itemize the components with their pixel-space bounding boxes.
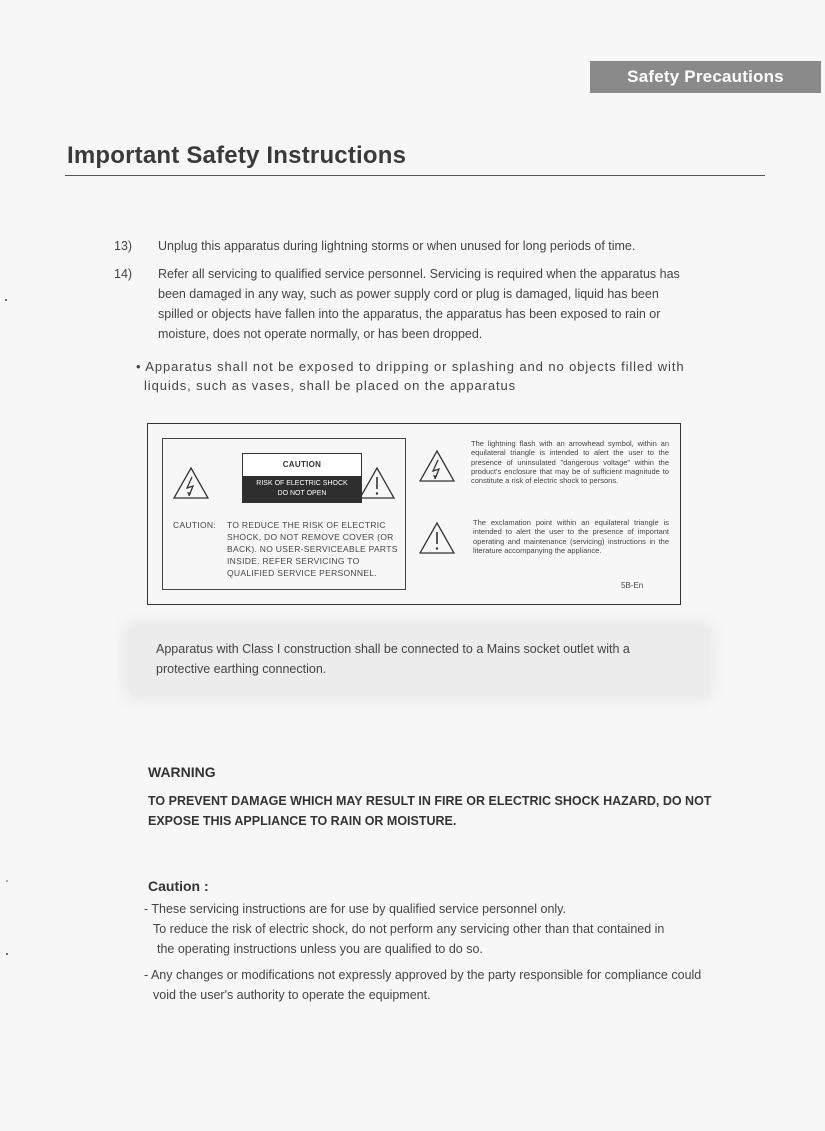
- margin-mark: [6, 880, 8, 882]
- caution-line: - These servicing instructions are for use by qualified service personnel only.: [144, 902, 566, 916]
- caution-symbol-box: [147, 423, 681, 605]
- caution-label-panel: [162, 438, 406, 590]
- list-item: [114, 236, 696, 256]
- document-code: 5B-En: [621, 581, 644, 590]
- list-item: [114, 264, 696, 344]
- exclamation-triangle-icon: [359, 467, 395, 499]
- section-tab: Safety Precautions: [590, 61, 821, 93]
- caution-body: [144, 899, 704, 1011]
- list-item-text: Unplug this apparatus during lightning storms or when unused for long periods of time.: [158, 239, 636, 253]
- caution-word: CAUTION:: [173, 520, 217, 530]
- lightning-description: The lightning flash with an arrowhead symbol, within an equilateral triangle is intended to alert the user to the presence of uninsulated "dangerous voltage" within the product's enclosure that may be of sufficient magnitude to constitute a risk of electric shock to persons.: [471, 439, 669, 486]
- page-title: Important Safety Instructions: [67, 142, 407, 169]
- caution-label-line: RISK OF ELECTRIC SHOCK: [256, 480, 348, 487]
- caution-label-line: DO NOT OPEN: [277, 490, 327, 497]
- list-item-number: 14): [114, 267, 133, 281]
- exclamation-description: The exclamation point within an equilateral triangle is intended to alert the user to the presence of important operating and maintenance (servicing) instructions in the literature accompanying the appliance.: [473, 518, 669, 555]
- bullet-text: Apparatus shall not be exposed to dripping or splashing and no objects filled with liquids, such as vases, shall be placed on the apparatus: [144, 359, 685, 393]
- caution-label: [242, 453, 362, 503]
- dripping-bullet: • Apparatus shall not be exposed to dripping or splashing and no objects filled with liquids, such as vases, shall be placed on the apparatus: [136, 359, 685, 393]
- class-i-note: [128, 625, 710, 697]
- list-item-number: 13): [114, 239, 133, 253]
- caution-label-heading: CAUTION: [282, 460, 322, 469]
- title-underline: [65, 175, 765, 176]
- lightning-triangle-icon: [173, 467, 209, 499]
- list-item-text: Refer all servicing to qualified service personnel. Servicing is required when the apparatus has been damaged in any way, such as power supply cord or plug is damaged, liquid has been spilled or objects have fallen into the apparatus, the apparatus has been exposed to rain or moisture, does not operate normally, or has been dropped.: [158, 267, 680, 341]
- instruction-list: [114, 236, 696, 352]
- caution-statement-text: TO REDUCE THE RISK OF ELECTRIC SHOCK, DO NOT REMOVE COVER (OR BACK). NO USER-SERVICEABLE PARTS INSIDE. REFER SERVICING TO QUALIFIED SERVICE PERSONNEL.: [227, 520, 398, 578]
- caution-line: the operating instructions unless you are qualified to do so.: [157, 942, 483, 956]
- caution-heading: Caution :: [148, 878, 209, 894]
- caution-line: - Any changes or modifications not expressly approved by the party responsible for compliance could void the user's authority to operate the equipment.: [144, 968, 702, 1002]
- exclamation-triangle-icon: [419, 522, 455, 554]
- warning-text: TO PREVENT DAMAGE WHICH MAY RESULT IN FIRE OR ELECTRIC SHOCK HAZARD, DO NOT EXPOSE THIS APPLIANCE TO RAIN OR MOISTURE.: [148, 794, 712, 828]
- margin-mark: [6, 953, 8, 955]
- warning-heading: WARNING: [148, 764, 216, 780]
- caution-line: To reduce the risk of electric shock, do not perform any servicing other than that contained in: [153, 922, 665, 936]
- caution-label-warning: [243, 476, 361, 502]
- lightning-triangle-icon: [419, 450, 455, 482]
- class-i-note-text: Apparatus with Class I construction shall be connected to a Mains socket outlet with a protective earthing connection.: [156, 642, 630, 676]
- margin-mark: [5, 299, 7, 301]
